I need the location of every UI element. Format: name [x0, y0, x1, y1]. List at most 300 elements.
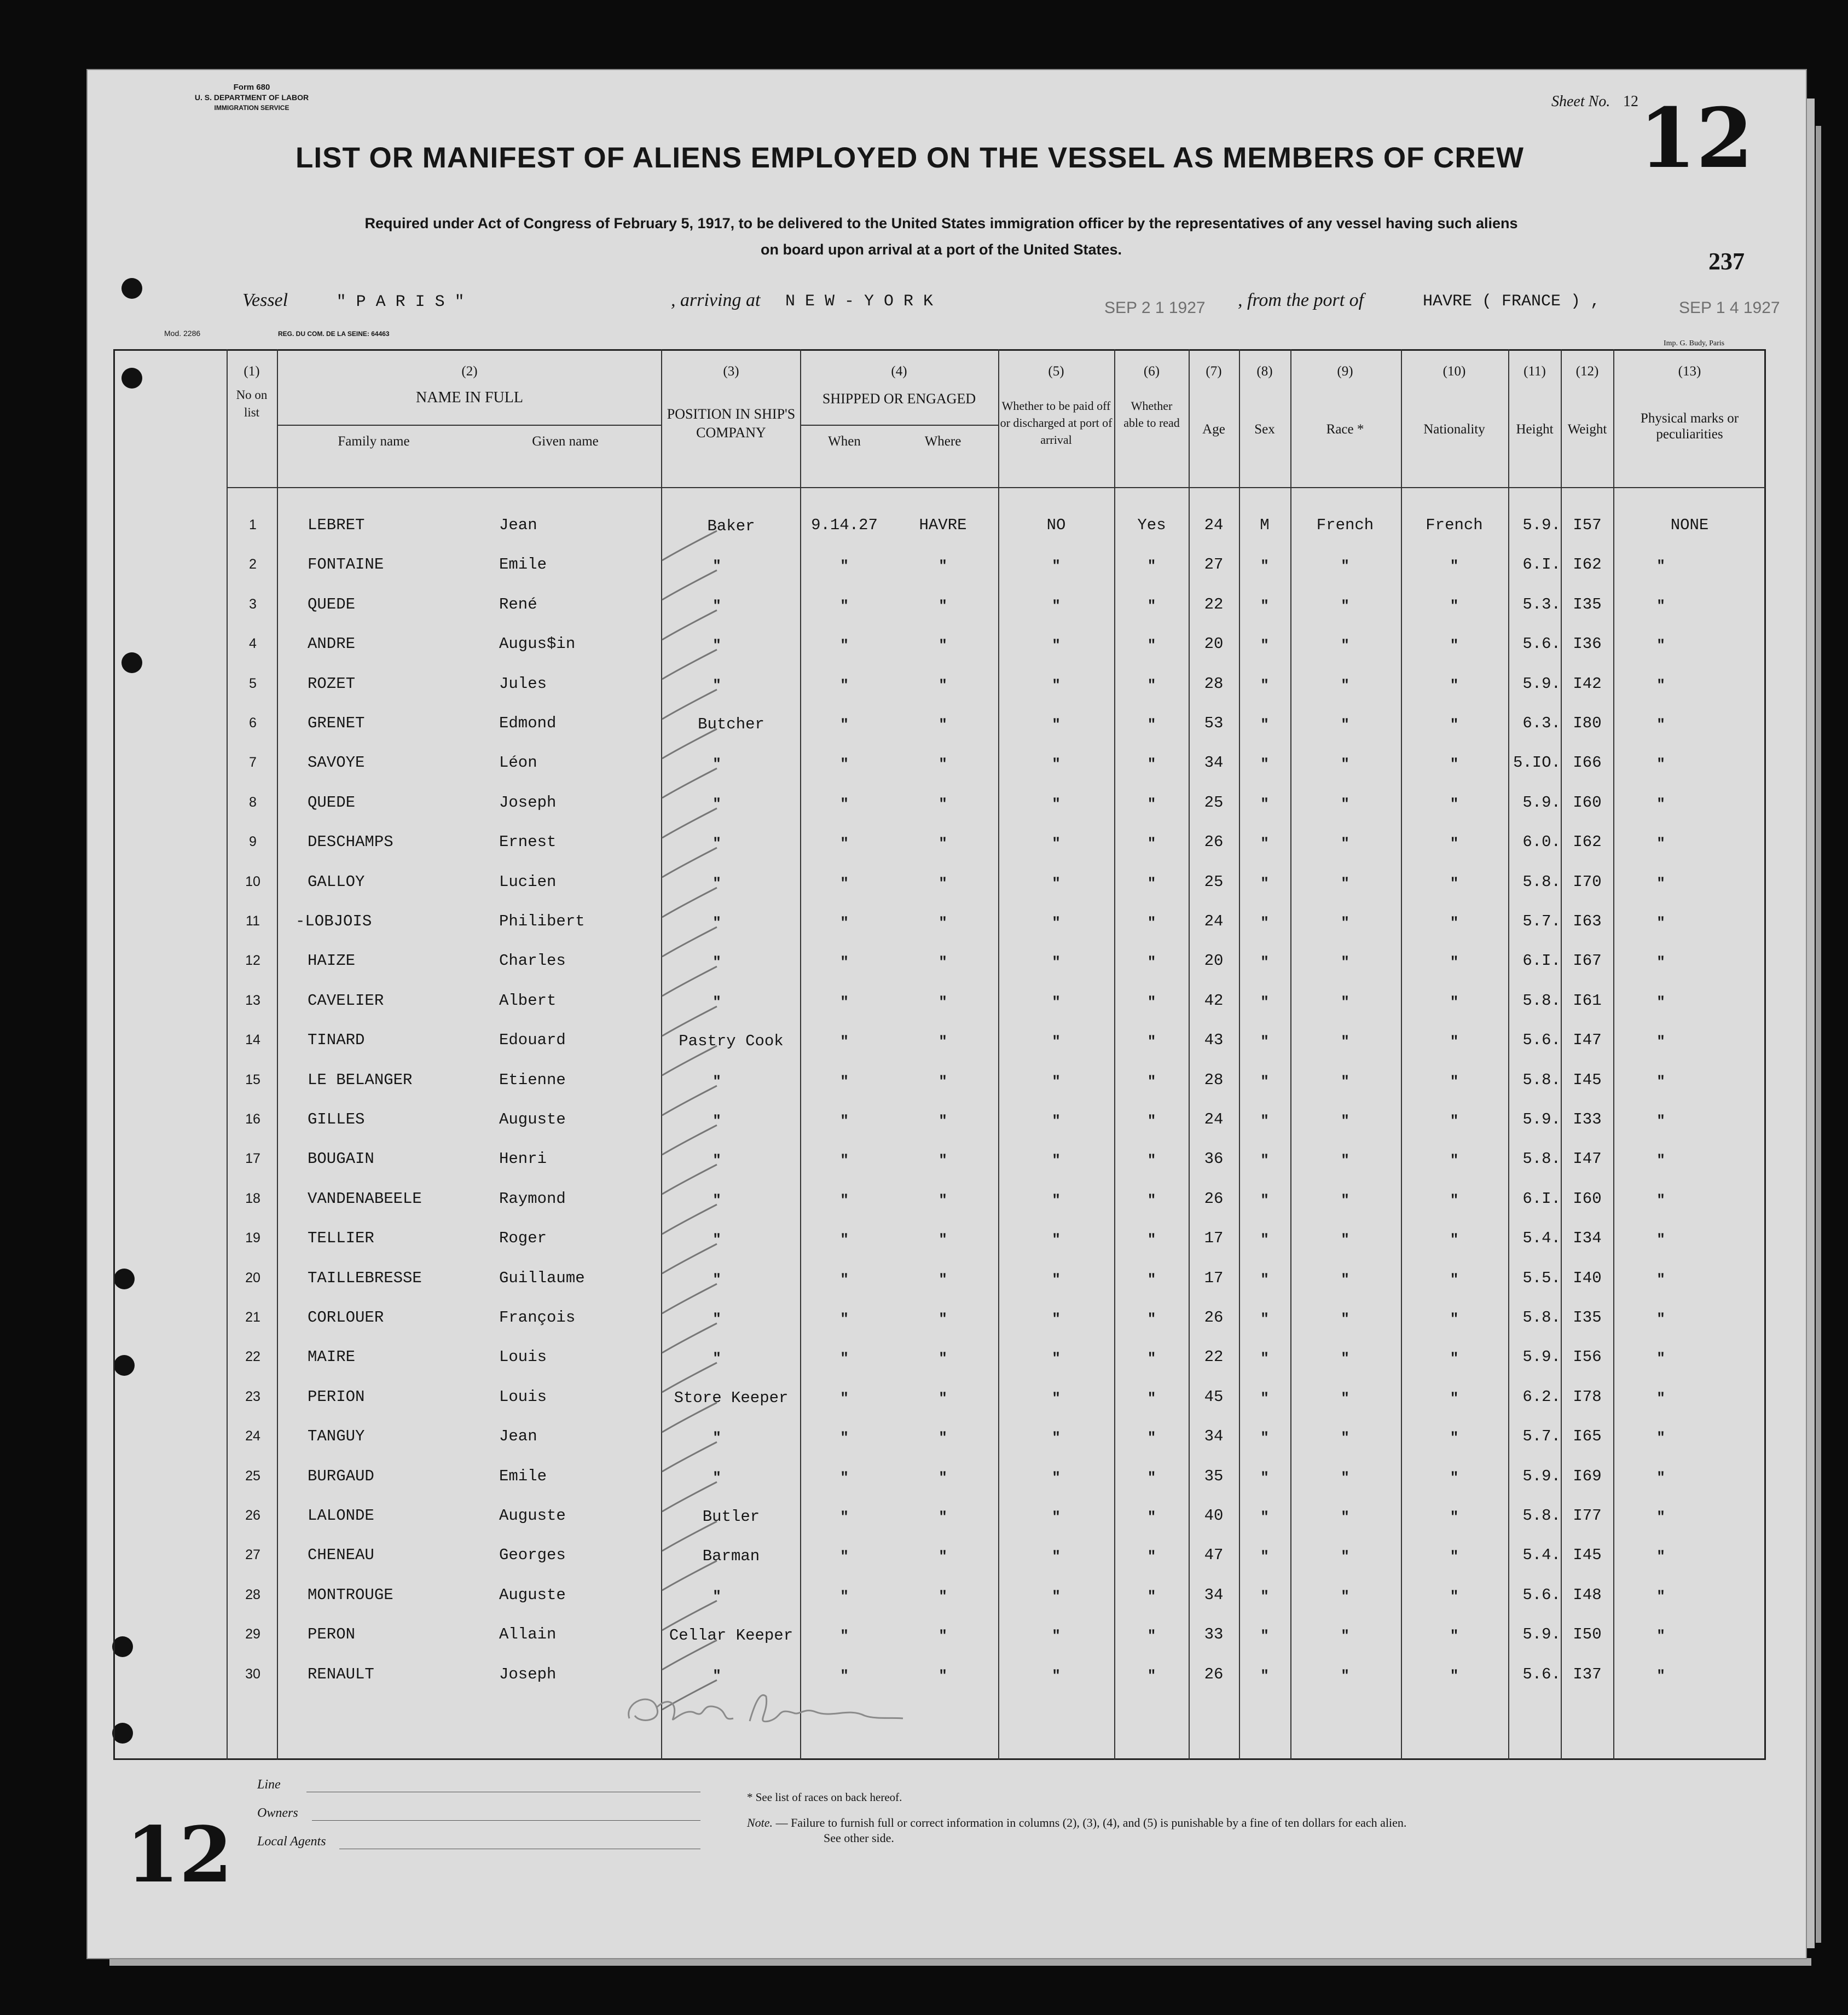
check-mark [662, 1482, 717, 1512]
ditto-mark: " [1450, 677, 1459, 693]
physical-marks: NONE [1670, 516, 1709, 534]
ditto-mark: " [1147, 1192, 1156, 1208]
ditto-mark: " [712, 914, 721, 931]
given-name: Emile [499, 555, 547, 574]
col-number-9: (9) [1337, 364, 1353, 379]
ditto-mark: " [1656, 1548, 1665, 1565]
family-name: TAILLEBRESSE [308, 1269, 422, 1287]
ditto-mark: " [840, 796, 849, 812]
height: 5.9. [1522, 1625, 1561, 1643]
row-number: 12 [245, 953, 260, 968]
given-name: Henri [499, 1150, 547, 1168]
family-name: ANDRE [308, 635, 356, 653]
ditto-mark: " [1052, 1271, 1061, 1288]
vessel-name: " P A R I S " [336, 293, 465, 311]
family-name: LALONDE [308, 1507, 374, 1525]
weight: I65 [1573, 1427, 1602, 1445]
age: 22 [1204, 595, 1224, 613]
ditto-mark: " [1260, 637, 1269, 653]
family-name: GRENET [308, 714, 365, 732]
ditto-mark: " [1450, 598, 1459, 614]
family-name: GALLOY [308, 873, 365, 891]
ditto-mark: " [1341, 1469, 1349, 1486]
header-bottom-rule [227, 487, 1765, 488]
family-name: CORLOUER [308, 1308, 384, 1327]
weight: I57 [1573, 516, 1602, 534]
family-name: BURGAUD [308, 1467, 374, 1485]
position: Barman [702, 1547, 760, 1565]
row-number: 14 [245, 1032, 260, 1047]
check-mark [662, 1006, 717, 1036]
ditto-mark: " [1147, 954, 1156, 970]
age: 45 [1204, 1388, 1224, 1406]
ditto-mark: " [1656, 1073, 1665, 1090]
ditto-mark: " [1147, 796, 1156, 812]
ditto-mark: " [1147, 1588, 1156, 1605]
ditto-mark: " [1147, 637, 1156, 653]
col-number-7: (7) [1206, 364, 1222, 379]
ditto-mark: " [1147, 1152, 1156, 1168]
ditto-mark: " [712, 835, 721, 852]
ditto-mark: " [1260, 1548, 1269, 1565]
col-header-no: No on list [236, 388, 268, 419]
height: 6.0. [1522, 833, 1561, 851]
ditto-mark: " [1656, 796, 1665, 812]
note-label: Note. [747, 1816, 773, 1829]
ditto-mark: " [840, 677, 849, 693]
ditto-mark: " [712, 1667, 721, 1684]
height: 5.8. [1522, 1150, 1561, 1168]
weight: I36 [1573, 635, 1602, 653]
ditto-mark: " [1341, 1429, 1349, 1446]
ditto-mark: " [1052, 1548, 1061, 1565]
note-text: — Failure to furnish full or correct information in columns (2), (3), (4), and (5) is punishable by a fine of ten dollars for each alien. [773, 1816, 1407, 1829]
ditto-mark: " [1450, 1588, 1459, 1605]
arriving-label: , arriving at [671, 290, 761, 310]
row-number: 16 [245, 1111, 260, 1127]
ditto-mark: " [1147, 1509, 1156, 1525]
col-number-11: (11) [1523, 364, 1546, 379]
ditto-mark: " [1341, 1548, 1349, 1565]
check-mark [662, 1086, 717, 1115]
ditto-mark: " [1052, 1350, 1061, 1367]
check-mark [662, 1561, 717, 1590]
check-mark [662, 1046, 717, 1075]
nationality: French [1426, 516, 1483, 534]
ditto-mark: " [712, 637, 721, 653]
col-header-given: Given name [532, 434, 599, 449]
ditto-mark: " [1341, 1192, 1349, 1208]
ditto-mark: " [1052, 1628, 1061, 1644]
given-name: Edouard [499, 1031, 566, 1049]
ditto-mark: " [1341, 914, 1349, 931]
col-header-height: Height [1516, 422, 1554, 437]
ditto-mark: " [1450, 954, 1459, 970]
ditto-mark: " [1052, 994, 1061, 1010]
weight: I47 [1573, 1031, 1602, 1049]
ditto-mark: " [1450, 835, 1459, 852]
row-number: 6 [249, 715, 257, 731]
height: 5.9. [1522, 1467, 1561, 1485]
ditto-mark: " [939, 677, 947, 693]
ditto-mark: " [1052, 1073, 1061, 1090]
ditto-mark: " [1656, 1390, 1665, 1406]
check-mark [662, 1640, 717, 1670]
ditto-mark: " [1450, 1271, 1459, 1288]
ditto-mark: " [1147, 1271, 1156, 1288]
height: 5.8. [1522, 1071, 1561, 1089]
ditto-mark: " [939, 756, 947, 772]
ditto-mark: " [840, 1350, 849, 1367]
row-number: 10 [245, 874, 260, 889]
family-name: DESCHAMPS [308, 833, 393, 851]
page-edge [1816, 126, 1821, 1943]
col-header-age: Age [1202, 422, 1225, 437]
vessel-label: Vessel [242, 290, 288, 310]
height: 5.9. [1522, 794, 1561, 812]
service: IMMIGRATION SERVICE [214, 104, 289, 112]
weight: I37 [1573, 1665, 1602, 1683]
given-name: Emile [499, 1467, 547, 1485]
ditto-mark: " [1052, 677, 1061, 693]
given-name: Auguste [499, 1110, 566, 1128]
height: 5.9. [1522, 1110, 1561, 1128]
age: 43 [1204, 1031, 1224, 1049]
form-number: Form 680 [233, 83, 270, 92]
position: Baker [707, 517, 755, 535]
ditto-mark: " [840, 1667, 849, 1684]
ditto-mark: " [840, 637, 849, 653]
family-name: FONTAINE [308, 555, 384, 574]
check-mark [662, 1521, 717, 1551]
ditto-mark: " [1260, 994, 1269, 1010]
age: 24 [1204, 1110, 1224, 1128]
height: 5.7. [1522, 912, 1561, 930]
ditto-mark: " [1052, 598, 1061, 614]
ditto-mark: " [1260, 1271, 1269, 1288]
weight: I63 [1573, 912, 1602, 930]
given-name: René [499, 595, 537, 613]
ditto-mark: " [1147, 1231, 1156, 1248]
row-number: 23 [245, 1389, 260, 1404]
height: 5.4. [1522, 1229, 1561, 1247]
page-edge [109, 1958, 1811, 1966]
ditto-mark: " [939, 1033, 947, 1050]
given-name: Philibert [499, 912, 585, 930]
ditto-mark: " [712, 598, 721, 614]
ditto-mark: " [1260, 756, 1269, 772]
weight: I60 [1573, 1190, 1602, 1208]
ditto-mark: " [840, 1113, 849, 1129]
weight: I47 [1573, 1150, 1602, 1168]
footer-rule [312, 1820, 700, 1821]
col-header-paid-off: Whether to be paid off or discharged at port of arrival [1000, 399, 1113, 447]
height: 5.5. [1522, 1269, 1561, 1287]
row-number: 5 [249, 676, 257, 691]
binder-hole [121, 278, 142, 299]
ditto-mark: " [1656, 1311, 1665, 1327]
arrival-date-stamp: SEP 2 1 1927 [1104, 299, 1206, 317]
ditto-mark: " [1450, 1628, 1459, 1644]
family-name: TANGUY [308, 1427, 365, 1445]
ditto-mark: " [1656, 1231, 1665, 1248]
ditto-mark: " [1052, 1667, 1061, 1684]
ditto-mark: " [1450, 1152, 1459, 1168]
height: 6.I. [1522, 952, 1561, 970]
row-number: 1 [249, 517, 257, 532]
ditto-mark: " [840, 835, 849, 852]
given-name: Allain [499, 1625, 557, 1643]
age: 20 [1204, 635, 1224, 653]
col-number-2: (2) [461, 364, 478, 379]
ditto-mark: " [1147, 875, 1156, 891]
height: 5.7. [1522, 1427, 1561, 1445]
check-mark [662, 1601, 717, 1630]
name-subheader-rule [277, 425, 661, 426]
ditto-mark: " [939, 1509, 947, 1525]
row-number: 3 [249, 597, 257, 612]
ditto-mark: " [840, 1231, 849, 1248]
row-number: 24 [245, 1428, 260, 1444]
ditto-mark: " [1260, 875, 1269, 891]
ditto-mark: " [1656, 1271, 1665, 1288]
departure-port: HAVRE ( FRANCE ) , [1423, 292, 1601, 311]
ditto-mark: " [712, 1311, 721, 1327]
ditto-mark: " [939, 1152, 947, 1168]
ditto-mark: " [1147, 716, 1156, 733]
ditto-mark: " [1450, 1469, 1459, 1486]
ditto-mark: " [1656, 994, 1665, 1010]
ditto-mark: " [1341, 1113, 1349, 1129]
requirement-line-2: on board upon arrival at a port of the United States. [760, 241, 1122, 258]
sheet-label: Sheet No. [1551, 93, 1611, 110]
ditto-mark: " [840, 558, 849, 574]
ditto-mark: " [1341, 954, 1349, 970]
ditto-mark: " [939, 1390, 947, 1406]
given-name: Edmond [499, 714, 557, 732]
col-header-marks: Physical marks or peculiarities [1640, 411, 1739, 442]
age: 53 [1204, 714, 1224, 732]
page-title: LIST OR MANIFEST OF ALIENS EMPLOYED ON THE VESSEL AS MEMBERS OF CREW [296, 142, 1525, 174]
height: 5.6. [1522, 1031, 1561, 1049]
family-name: RENAULT [308, 1665, 374, 1683]
col-header-where: Where [924, 434, 961, 449]
position: Store Keeper [674, 1389, 789, 1407]
given-name: Louis [499, 1348, 547, 1366]
check-mark [662, 1125, 717, 1155]
check-mark [662, 808, 717, 838]
family-name: TINARD [308, 1031, 365, 1049]
height: 5.9. [1522, 675, 1561, 693]
ditto-mark: " [1656, 1667, 1665, 1684]
ditto-mark: " [939, 1073, 947, 1090]
given-name: Joseph [499, 794, 557, 812]
ditto-mark: " [1147, 1469, 1156, 1486]
row-number: 17 [245, 1151, 260, 1166]
ditto-mark: " [1260, 1350, 1269, 1367]
ditto-mark: " [1052, 1033, 1061, 1050]
ditto-mark: " [1052, 1469, 1061, 1486]
ditto-mark: " [712, 1350, 721, 1367]
ditto-mark: " [1656, 875, 1665, 891]
height: 5.8. [1522, 992, 1561, 1010]
ditto-mark: " [712, 1271, 721, 1288]
height: 5.8. [1522, 873, 1561, 891]
able-to-read: Yes [1137, 516, 1166, 534]
weight: I33 [1573, 1110, 1602, 1128]
weight: I35 [1573, 1308, 1602, 1327]
ditto-mark: " [1260, 1509, 1269, 1525]
height: 6.2. [1522, 1388, 1561, 1406]
weight: I35 [1573, 595, 1602, 613]
ditto-mark: " [1450, 1311, 1459, 1327]
ditto-mark: " [1052, 558, 1061, 574]
ditto-mark: " [1656, 1588, 1665, 1605]
family-name: -LOBJOIS [296, 912, 372, 930]
ditto-mark: " [712, 1588, 721, 1605]
family-name: PERION [308, 1388, 365, 1406]
given-name: Guillaume [499, 1269, 585, 1287]
height: 5.4. [1522, 1546, 1561, 1564]
ditto-mark: " [939, 1588, 947, 1605]
row-number: 28 [245, 1587, 260, 1602]
ditto-mark: " [1450, 1113, 1459, 1129]
ditto-mark: " [1147, 1667, 1156, 1684]
fine-note [747, 1816, 1406, 1830]
col-number-12: (12) [1575, 364, 1599, 379]
weight: I69 [1573, 1467, 1602, 1485]
ditto-mark: " [1341, 1509, 1349, 1525]
ditto-mark: " [1052, 1588, 1061, 1605]
ditto-mark: " [1052, 716, 1061, 733]
row-number: 29 [245, 1626, 260, 1642]
col-header-shipped: SHIPPED OR ENGAGED [822, 391, 976, 407]
ditto-mark: " [1260, 1033, 1269, 1050]
ditto-mark: " [939, 1628, 947, 1644]
ditto-mark: " [1147, 914, 1156, 931]
row-number: 18 [245, 1191, 260, 1206]
ditto-mark: " [840, 1390, 849, 1406]
ditto-mark: " [840, 1509, 849, 1525]
ditto-mark: " [1147, 994, 1156, 1010]
ditto-mark: " [1656, 1350, 1665, 1367]
row-number: 25 [245, 1468, 260, 1484]
ditto-mark: " [1656, 637, 1665, 653]
ditto-mark: " [840, 954, 849, 970]
row-number: 15 [245, 1072, 260, 1087]
height: 5.9. [1522, 516, 1561, 534]
ditto-mark: " [1260, 598, 1269, 614]
col-header-race: Race * [1326, 422, 1364, 437]
ditto-mark: " [1260, 1192, 1269, 1208]
ditto-mark: " [939, 1667, 947, 1684]
age: 34 [1204, 1586, 1224, 1604]
races-note: * See list of races on back hereof. [747, 1791, 902, 1804]
ditto-mark: " [1450, 756, 1459, 772]
ditto-mark: " [939, 1113, 947, 1129]
col-header-sex: Sex [1254, 422, 1275, 437]
ditto-mark: " [939, 1311, 947, 1327]
ditto-mark: " [939, 1350, 947, 1367]
ditto-mark: " [712, 875, 721, 891]
weight: I56 [1573, 1348, 1602, 1366]
race: French [1316, 516, 1374, 534]
age: 25 [1204, 873, 1224, 891]
ditto-mark: " [1260, 558, 1269, 574]
ditto-mark: " [1147, 677, 1156, 693]
check-mark [662, 927, 717, 957]
check-mark [662, 1205, 717, 1234]
sheet-small-number: 12 [1623, 93, 1638, 110]
ditto-mark: " [712, 1231, 721, 1248]
ditto-mark: " [840, 994, 849, 1010]
ditto-mark: " [1260, 1628, 1269, 1644]
ditto-mark: " [1341, 1588, 1349, 1605]
col-header-position: POSITION IN SHIP'S COMPANY [667, 406, 796, 441]
ditto-mark: " [1656, 1469, 1665, 1486]
weight: I60 [1573, 794, 1602, 812]
position: Butcher [698, 715, 764, 733]
check-mark [662, 966, 717, 996]
check-marks [657, 525, 799, 1784]
ditto-mark: " [1656, 1113, 1665, 1129]
signature [618, 1669, 947, 1735]
col-number-10: (10) [1443, 364, 1466, 379]
age: 42 [1204, 992, 1224, 1010]
col-number-1: (1) [244, 364, 260, 379]
age: 36 [1204, 1150, 1224, 1168]
given-name: Ernest [499, 833, 557, 851]
ditto-mark: " [712, 994, 721, 1010]
ditto-mark: " [1147, 1350, 1156, 1367]
height: 6.I. [1522, 555, 1561, 574]
ditto-mark: " [1260, 796, 1269, 812]
age: 33 [1204, 1625, 1224, 1643]
departure-date-stamp: SEP 1 4 1927 [1679, 299, 1780, 317]
age: 26 [1204, 1308, 1224, 1327]
age: 27 [1204, 555, 1224, 574]
ditto-mark: " [1052, 637, 1061, 653]
ditto-mark: " [1450, 875, 1459, 891]
ditto-mark: " [1260, 1390, 1269, 1406]
ditto-mark: " [1147, 1033, 1156, 1050]
mod-number: Mod. 2286 [164, 329, 201, 338]
weight: I42 [1573, 675, 1602, 693]
ditto-mark: " [1341, 716, 1349, 733]
bottom-sheet-number: 12 [126, 1810, 233, 1900]
ditto-mark: " [1260, 1311, 1269, 1327]
height: 5.9. [1522, 1348, 1561, 1366]
family-name: MONTROUGE [308, 1586, 393, 1604]
check-mark [662, 768, 717, 798]
given-name: Léon [499, 754, 537, 772]
weight: I70 [1573, 873, 1602, 891]
ditto-mark: " [1052, 1231, 1061, 1248]
ditto-mark: " [1052, 1509, 1061, 1525]
height: 5.6. [1522, 1586, 1561, 1604]
ditto-mark: " [712, 1429, 721, 1446]
row-number: 13 [245, 993, 260, 1008]
row-number: 22 [245, 1349, 260, 1364]
weight: I67 [1573, 952, 1602, 970]
age: 26 [1204, 1665, 1224, 1683]
ditto-mark: " [939, 598, 947, 614]
sex: M [1260, 516, 1270, 534]
row-number: 11 [246, 913, 260, 929]
col-number-6: (6) [1143, 364, 1160, 379]
check-mark [662, 570, 717, 600]
weight: I50 [1573, 1625, 1602, 1643]
